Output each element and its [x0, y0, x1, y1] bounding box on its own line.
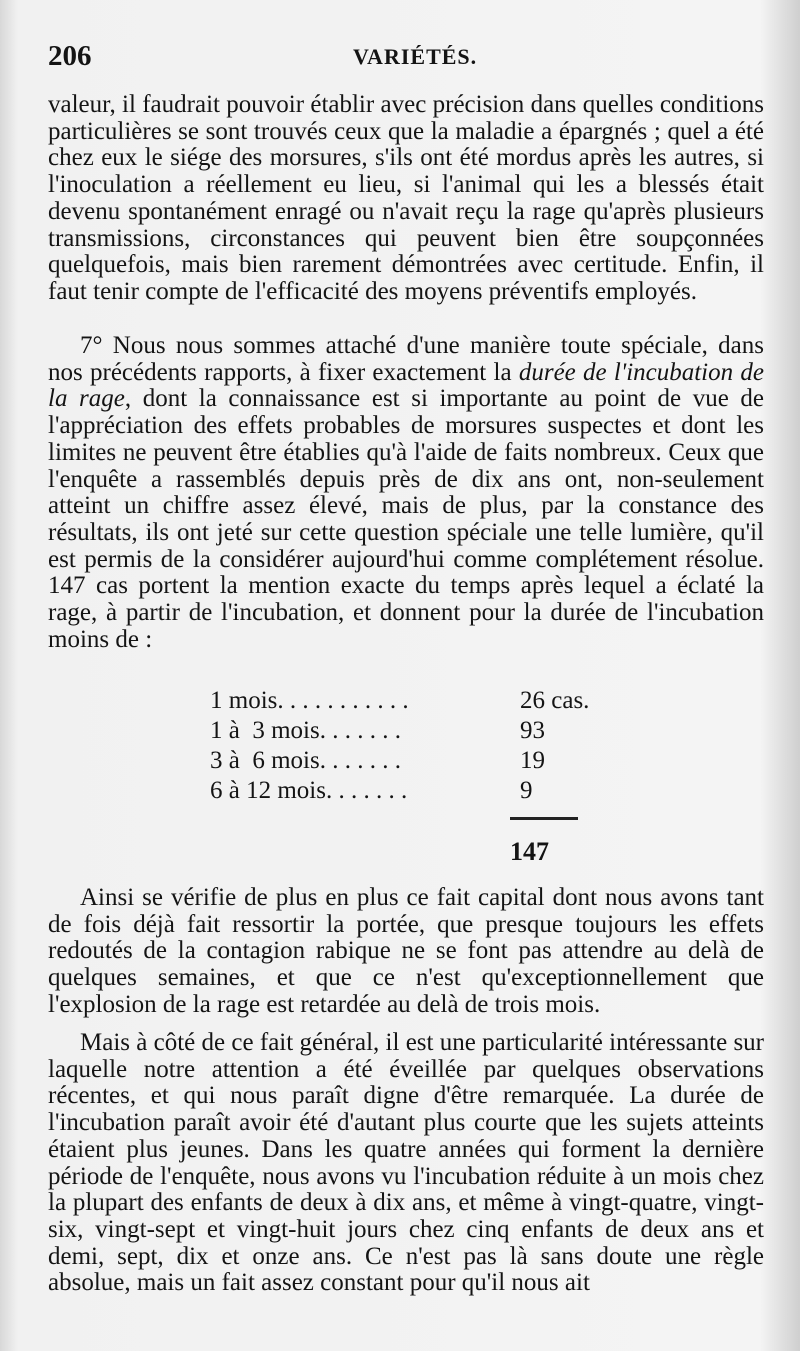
text-after-italic: , dont la connaissance est si importante au point de vue de l'appréciation des effets probables de morsures suspectes et dont les limites ne peuvent être établies qu'à l'aide de faits nombreux. Ceux que l'enquête a rassemblés depuis près de dix ans ont, non-seulement atteint un chiffre assez élevé, mais de plus, par la constance des résultats, ils ont jeté sur cette question spéciale une telle lumière, qu'il est permis de la considérer aujourd'hui comme complétement résolue. 147 cas portent la mention exacte du temps après lequel a éclaté la rage, à partir de l'incubation, et donnent pour la durée de l'incubation moins de : [48, 385, 764, 653]
incubation-table [210, 687, 610, 866]
running-head: VARIÉTÉS. [353, 44, 478, 69]
total-rule [510, 817, 578, 820]
table-total: 147 [510, 837, 549, 866]
page-number: 206 [48, 40, 92, 72]
row-label: 6 à 12 mois. . . . . . . [210, 777, 408, 804]
table-row [210, 747, 610, 777]
text-before-italic: 7° Nous nous sommes attaché d'une manière toute spéciale, dans nos précédents rapports, à fixer exactement la [48, 332, 764, 386]
paragraph-text: valeur, il faudrait pouvoir établir avec précision dans quelles conditions particulières se sont trouvés ceux que la maladie a épargnés ; quel a été chez eux le siége des morsures, s'ils ont été mordus après les autres, si l'inoculation a réellement eu lieu, si l'animal qui les a blessés était devenu spontanément enragé ou n'avait reçu la rage qu'après plusieurs transmissions, circonstances qui peuvent bien être soupçonnées quelquefois, mais bien rarement démontrées avec certitude. Enfin, il faut tenir compte de l'efficacité des moyens préventifs employés. [48, 91, 764, 305]
row-value: 26 cas. [520, 687, 590, 714]
paragraph-3 [48, 885, 764, 1019]
page-header [48, 40, 768, 80]
row-label: 1 mois. . . . . . . . . . . [210, 687, 409, 714]
row-label: 3 à 6 mois. . . . . . . [210, 747, 401, 774]
paragraph-4 [48, 1030, 764, 1297]
row-value: 9 [520, 777, 533, 804]
row-value: 93 [520, 717, 545, 744]
italic-phrase: durée de l'incubation de la rage [48, 358, 764, 413]
paragraph-1 [48, 92, 764, 306]
paragraph-text [48, 333, 764, 653]
table-row [210, 687, 610, 717]
paragraph-text: Ainsi se vérifie de plus en plus ce fait capital dont nous avons tant de fois déjà fait ressortir la portée, que presque toujours les effets redoutés de la contagion rabique ne se font pas attendre au delà de quelques semaines, et que ce n'est qu'exceptionnellement que l'explosion de la rage est retardée au delà de trois mois. [48, 884, 764, 1018]
table-row [210, 717, 610, 747]
row-value: 19 [520, 747, 545, 774]
table-row [210, 777, 610, 807]
paragraph-text: Mais à côté de ce fait général, il est une particularité intéressante sur laquelle notre attention a été éveillée par quelques observations récentes, et qui nous paraît digne d'être remarquée. La durée de l'incubation paraît avoir été d'autant plus courte que les sujets atteints étaient plus jeunes. Dans les quatre années qui forment la dernière période de l'enquête, nous avons vu l'incubation réduite à un mois chez la plupart des enfants de deux à dix ans, et même à vingt-quatre, vingt-six, vingt-sept et vingt-huit jours chez cinq enfants de deux ans et demi, sept, dix et onze ans. Ce n'est pas là sans doute une règle absolue, mais un fait assez constant pour qu'il nous ait [48, 1029, 764, 1297]
paragraph-2 [48, 333, 764, 653]
row-label: 1 à 3 mois. . . . . . . [210, 717, 401, 744]
